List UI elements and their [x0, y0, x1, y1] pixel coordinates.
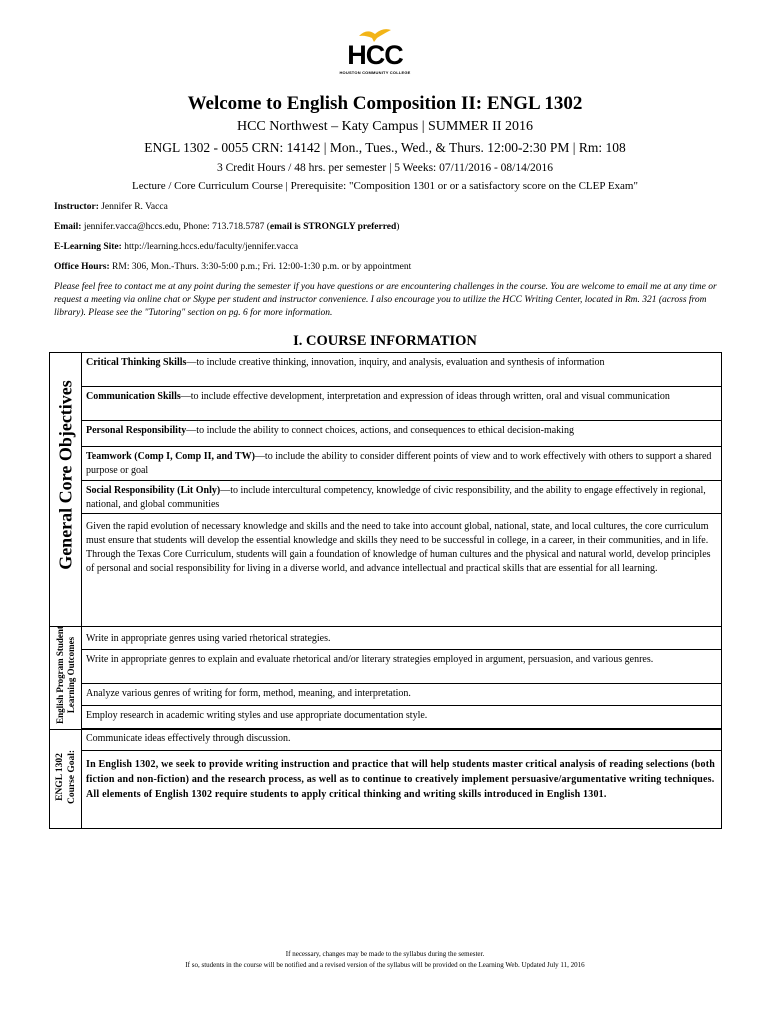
objective-term: Social Responsibility (Lit Only)	[86, 485, 221, 496]
email-label: Email:	[54, 222, 82, 232]
outcome-row: Communicate ideas effectively through discussion.	[82, 729, 721, 751]
outcome-row: Write in appropriate genres to explain and evaluate rhetorical and/or literary strategies employed in argument, persuasion, and various genres.	[82, 650, 721, 684]
outcome-row: Employ research in academic writing styles and use appropriate documentation style.	[82, 706, 721, 729]
logo-subtitle: HOUSTON COMMUNITY COLLEGE	[339, 70, 411, 75]
core-curriculum-paragraph: Given the rapid evolution of necessary knowledge and skills and the need to take into account global, national, state, and local cultures, the core curriculum must ensure that students will develop the essential knowledge and skills they need to be successful in college, in a career, in their communities, and in life. Through the Texas Core Curriculum, students will gain a foundation of knowledge of human cultures and the physical and natural world, develop principles of personal and social responsibility for living in a diverse world, and advance intellectual and practical skills that are essential for all learning.	[86, 521, 711, 574]
credit-hours-line: 3 Credit Hours / 48 hrs. per semester | 5 Weeks: 07/11/2016 - 08/14/2016	[216, 162, 554, 174]
objective-row	[82, 421, 721, 447]
objective-text: —to include the ability to connect choices, actions, and consequences to ethical decision-making	[186, 425, 574, 436]
hcc-logo	[335, 26, 415, 78]
email-close: )	[396, 222, 400, 232]
row-label-column	[50, 353, 82, 828]
elearning-label: E-Learning Site:	[54, 242, 122, 252]
instructor-line	[54, 202, 168, 212]
elearning-line	[54, 242, 298, 252]
course-info-table	[49, 352, 722, 829]
course-goal-text: In English 1302, we seek to provide writing instruction and practice that will help students master critical analysis of reading selections (both fiction and non-fiction) and the research process, as well as to continue to creatively implement persuasive/argumentative writing techniques. All elements of English 1302 require students to apply critical thinking and writing skills introduced in English 1301.	[86, 759, 716, 800]
page-title: Welcome to English Composition II: ENGL 1302	[187, 93, 583, 114]
objective-term: Critical Thinking Skills	[86, 357, 187, 368]
objective-term: Communication Skills	[86, 391, 181, 402]
objective-text: —to include the ability to consider different points of view and to work effectively with others to support a shared purpose or goal	[86, 451, 712, 476]
outcome-row: Analyze various genres of writing for form, method, meaning, and interpretation.	[82, 684, 721, 706]
office-hours-label: Office Hours:	[54, 262, 110, 272]
campus-line: HCC Northwest – Katy Campus | SUMMER II 2016	[236, 119, 534, 134]
email-text[interactable]: jennifer.vacca@hccs.edu, Phone: 713.718.5787 (	[83, 222, 270, 232]
footer-note-2: If so, students in the course will be notified and a revised version of the syllabus will be provided on the Learning Web. Updated July 11, 2016	[185, 961, 585, 969]
objective-row	[82, 481, 721, 514]
email-line	[54, 222, 399, 232]
outcome-row: Write in appropriate genres using varied rhetorical strategies.	[82, 626, 721, 650]
course-goal-label-line1: ENGL 1302	[55, 753, 65, 801]
course-type-line: Lecture / Core Curriculum Course | Prerequisite: "Composition 1301 or or a satisfactory score on the CLEP Exam"	[132, 180, 638, 192]
learning-outcomes-label	[55, 626, 77, 724]
email-preference: email is STRONGLY preferred	[269, 222, 397, 232]
objective-row	[82, 447, 721, 481]
schedule-line: ENGL 1302 - 0055 CRN: 14142 | Mon., Tues., Wed., & Thurs. 12:00-2:30 PM | Rm: 108	[144, 140, 626, 155]
objective-text: —to include intercultural competency, knowledge of civic responsibility, and the ability to engage effectively in regional, national, and global communities	[86, 485, 706, 510]
objective-row	[82, 387, 721, 421]
office-hours-line	[54, 262, 411, 272]
course-goal-label-line2: Course Goal:	[67, 749, 77, 805]
logo-wordmark: HCC	[347, 40, 403, 70]
learning-outcomes-label-line2: Learning Outcomes	[66, 636, 76, 714]
instructor-label: Instructor:	[54, 202, 99, 212]
objective-term: Personal Responsibility	[86, 425, 187, 436]
office-hours-text: RM: 306, Mon.-Thurs. 3:30-5:00 p.m.; Fri. 12:00-1:30 p.m. or by appointment	[112, 262, 412, 272]
instructor-name: Jennifer R. Vacca	[101, 202, 168, 212]
core-objectives-label: General Core Objectives	[55, 380, 76, 570]
objective-text: —to include creative thinking, innovation, inquiry, and analysis, evaluation and synthesis of information	[186, 357, 605, 368]
section-title: I. COURSE INFORMATION	[293, 333, 477, 349]
contact-note: Please feel free to contact me at any point during the semester if you have questions or are encountering challenges in the course. You are welcome to email me at any time or request a meeting via online chat or Skype per student and instructor convenience. I also encourage you to utilize the HCC Writing Center, located in Rm. 321 (across from library). Please see the "Tutoring" section on pg. 6 for more information.	[54, 282, 717, 318]
learning-outcomes-label-line1: English Program Student	[55, 626, 65, 724]
objective-text: —to include effective development, interpretation and expression of ideas through written, oral and visual communication	[180, 391, 670, 402]
elearning-link[interactable]: http://learning.hccs.edu/faculty/jennifer.vacca	[124, 242, 299, 252]
course-goal-label	[54, 750, 78, 804]
objective-row	[82, 353, 721, 387]
objective-term: Teamwork (Comp I, Comp II, and TW)	[86, 451, 255, 462]
footer-note-1: If necessary, changes may be made to the syllabus during the semester.	[285, 950, 485, 958]
